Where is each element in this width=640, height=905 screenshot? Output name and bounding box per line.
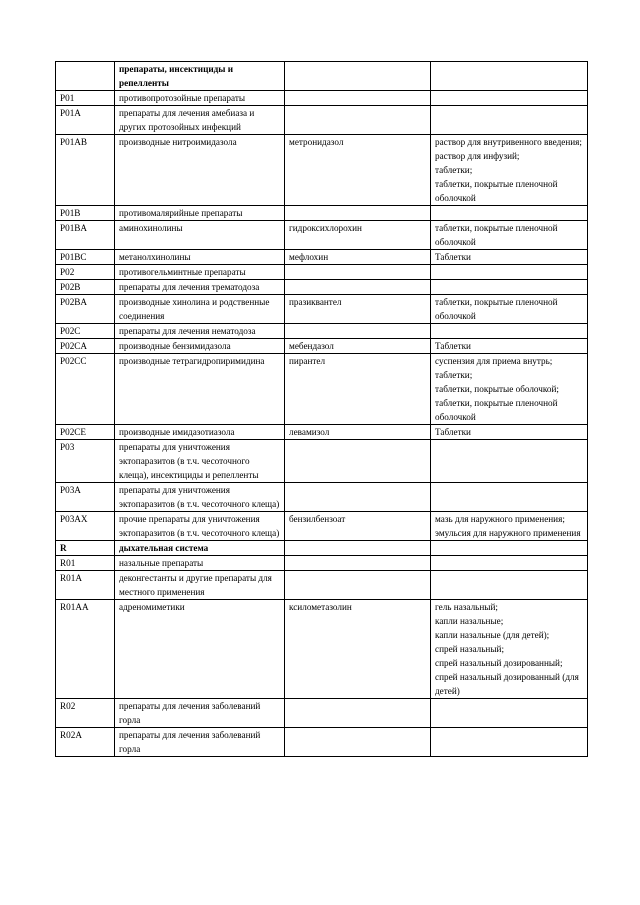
dosage-forms-cell xyxy=(431,280,588,295)
drug-name-cell xyxy=(285,206,431,221)
dosage-forms-cell xyxy=(431,556,588,571)
atc-code: P03A xyxy=(60,485,81,495)
dosage-forms-cell xyxy=(431,62,588,91)
dosage-form: спрей назальный; xyxy=(435,644,504,654)
drug-name: бензилбензоат xyxy=(289,514,346,524)
anatomical-group: препараты для лечения заболеваний горла xyxy=(119,701,261,725)
anatomical-group-cell xyxy=(115,354,285,425)
drug-name-cell xyxy=(285,354,431,425)
table-row xyxy=(56,265,588,280)
atc-code: P02 xyxy=(60,267,75,277)
atc-code-cell xyxy=(56,483,115,512)
anatomical-group-cell xyxy=(115,440,285,483)
anatomical-group: противомалярийные препараты xyxy=(119,208,243,218)
atc-code-cell xyxy=(56,206,115,221)
atc-code-cell xyxy=(56,295,115,324)
atc-code-cell xyxy=(56,600,115,699)
anatomical-group-cell xyxy=(115,221,285,250)
drug-name: метронидазол xyxy=(289,137,344,147)
anatomical-group-cell xyxy=(115,571,285,600)
anatomical-group: производные хинолина и родственные соединения xyxy=(119,297,270,321)
anatomical-group-cell xyxy=(115,91,285,106)
atc-code: P01AB xyxy=(60,137,88,147)
dosage-forms-cell xyxy=(431,206,588,221)
dosage-forms-cell xyxy=(431,425,588,440)
atc-code-cell xyxy=(56,91,115,106)
dosage-forms-cell xyxy=(431,339,588,354)
table-row xyxy=(56,62,588,91)
dosage-form: таблетки, покрытые пленочной оболочкой xyxy=(435,179,558,203)
atc-code: R02 xyxy=(60,701,76,711)
anatomical-group-cell xyxy=(115,135,285,206)
atc-code-cell xyxy=(56,425,115,440)
atc-code: P01A xyxy=(60,108,81,118)
anatomical-group-cell xyxy=(115,483,285,512)
atc-code-cell xyxy=(56,339,115,354)
anatomical-group-cell xyxy=(115,541,285,556)
atc-code-cell xyxy=(56,135,115,206)
dosage-form: таблетки, покрытые оболочкой; xyxy=(435,384,559,394)
atc-code-cell xyxy=(56,699,115,728)
dosage-forms-cell xyxy=(431,354,588,425)
atc-code: P02B xyxy=(60,282,81,292)
drug-name-cell xyxy=(285,483,431,512)
drug-name: празиквантел xyxy=(289,297,342,307)
dosage-form: Таблетки xyxy=(435,252,471,262)
atc-code: P03AX xyxy=(60,514,88,524)
dosage-form: капли назальные (для детей); xyxy=(435,630,550,640)
dosage-form: капли назальные; xyxy=(435,616,504,626)
dosage-forms-cell xyxy=(431,600,588,699)
dosage-form: раствор для инфузий; xyxy=(435,151,520,161)
drug-name: мефлохин xyxy=(289,252,329,262)
atc-code: P01 xyxy=(60,93,75,103)
atc-code-cell xyxy=(56,354,115,425)
dosage-form: таблетки; xyxy=(435,370,473,380)
dosage-form: гель назальный; xyxy=(435,602,498,612)
atc-drug-table xyxy=(55,61,588,757)
drug-name-cell xyxy=(285,91,431,106)
anatomical-group: аминохинолины xyxy=(119,223,183,233)
atc-code-cell xyxy=(56,221,115,250)
anatomical-group: препараты для лечения заболеваний горла xyxy=(119,730,261,754)
dosage-forms-cell xyxy=(431,541,588,556)
drug-name: мебендазол xyxy=(289,341,334,351)
atc-code: P03 xyxy=(60,442,75,452)
drug-name-cell xyxy=(285,62,431,91)
atc-code-cell xyxy=(56,571,115,600)
drug-name-cell xyxy=(285,106,431,135)
anatomical-group-cell xyxy=(115,106,285,135)
drug-name-cell xyxy=(285,699,431,728)
drug-name-cell xyxy=(285,250,431,265)
atc-code: P02CE xyxy=(60,427,87,437)
anatomical-group-cell xyxy=(115,339,285,354)
anatomical-group-cell xyxy=(115,295,285,324)
dosage-form: раствор для внутривенного введения; xyxy=(435,137,582,147)
atc-code: P02BA xyxy=(60,297,88,307)
drug-name-cell xyxy=(285,324,431,339)
anatomical-group-cell xyxy=(115,206,285,221)
drug-name-cell xyxy=(285,425,431,440)
drug-name-cell xyxy=(285,295,431,324)
dosage-forms-cell xyxy=(431,512,588,541)
table-row xyxy=(56,699,588,728)
atc-code: R xyxy=(60,543,67,553)
anatomical-group: адреномиметики xyxy=(119,602,185,612)
dosage-form: Таблетки xyxy=(435,427,471,437)
atc-code: P01BA xyxy=(60,223,88,233)
anatomical-group-cell xyxy=(115,699,285,728)
anatomical-group: производные нитроимидазола xyxy=(119,137,237,147)
dosage-forms-cell xyxy=(431,106,588,135)
atc-code: R01 xyxy=(60,558,76,568)
anatomical-group: препараты, инсектициды и репелленты xyxy=(119,64,234,88)
anatomical-group: препараты для лечения амебиаза и других протозойных инфекций xyxy=(119,108,255,132)
dosage-forms-cell xyxy=(431,91,588,106)
dosage-form: Таблетки xyxy=(435,341,471,351)
atc-code-cell xyxy=(56,250,115,265)
atc-code-cell xyxy=(56,556,115,571)
dosage-forms-cell xyxy=(431,265,588,280)
anatomical-group: препараты для уничтожения эктопаразитов (в т.ч. чесоточного клеща) xyxy=(119,485,280,509)
drug-name-cell xyxy=(285,512,431,541)
dosage-form: спрей назальный дозированный; xyxy=(435,658,563,668)
anatomical-group-cell xyxy=(115,62,285,91)
atc-code: R01A xyxy=(60,573,82,583)
atc-code-cell xyxy=(56,106,115,135)
dosage-form: суспензия для приема внутрь; xyxy=(435,356,553,366)
atc-code-cell xyxy=(56,62,115,91)
anatomical-group: деконгестанты и другие препараты для местного применения xyxy=(119,573,272,597)
table-row xyxy=(56,600,588,699)
atc-code: P02CC xyxy=(60,356,87,366)
atc-code: P02C xyxy=(60,326,81,336)
table-row xyxy=(56,295,588,324)
anatomical-group-cell xyxy=(115,556,285,571)
table-row xyxy=(56,571,588,600)
anatomical-group-cell xyxy=(115,600,285,699)
table-row xyxy=(56,339,588,354)
atc-code: P01B xyxy=(60,208,81,218)
dosage-form: таблетки, покрытые пленочной оболочкой xyxy=(435,223,558,247)
anatomical-group: производные бензимидазола xyxy=(119,341,231,351)
drug-name-cell xyxy=(285,541,431,556)
anatomical-group: препараты для уничтожения эктопаразитов (в т.ч. чесоточного клеща), инсектициды и репелленты xyxy=(119,442,259,480)
atc-code: R01AA xyxy=(60,602,89,612)
table-row xyxy=(56,541,588,556)
anatomical-group: дыхательная система xyxy=(119,543,209,553)
drug-name-cell xyxy=(285,265,431,280)
table-row xyxy=(56,135,588,206)
drug-name-cell xyxy=(285,728,431,757)
anatomical-group-cell xyxy=(115,324,285,339)
dosage-forms-cell xyxy=(431,440,588,483)
anatomical-group: противогельминтные препараты xyxy=(119,267,246,277)
dosage-form: мазь для наружного применения; xyxy=(435,514,565,524)
anatomical-group: препараты для лечения нематодоза xyxy=(119,326,256,336)
drug-name-cell xyxy=(285,556,431,571)
dosage-forms-cell xyxy=(431,221,588,250)
anatomical-group-cell xyxy=(115,265,285,280)
anatomical-group: препараты для лечения трематодоза xyxy=(119,282,260,292)
atc-code-cell xyxy=(56,541,115,556)
table-row xyxy=(56,324,588,339)
dosage-form: таблетки, покрытые пленочной оболочкой xyxy=(435,398,558,422)
anatomical-group: прочие препараты для уничтожения эктопаразитов (в т.ч. чесоточного клеща) xyxy=(119,514,280,538)
drug-name-cell xyxy=(285,600,431,699)
dosage-forms-cell xyxy=(431,728,588,757)
atc-code-cell xyxy=(56,512,115,541)
table-row xyxy=(56,556,588,571)
dosage-form: таблетки; xyxy=(435,165,473,175)
atc-code-cell xyxy=(56,265,115,280)
atc-code-cell xyxy=(56,324,115,339)
table-body xyxy=(56,62,588,757)
anatomical-group-cell xyxy=(115,250,285,265)
atc-code-cell xyxy=(56,728,115,757)
atc-code-cell xyxy=(56,440,115,483)
anatomical-group: назальные препараты xyxy=(119,558,204,568)
atc-code-cell xyxy=(56,280,115,295)
anatomical-group-cell xyxy=(115,425,285,440)
dosage-forms-cell xyxy=(431,135,588,206)
table-row xyxy=(56,280,588,295)
drug-name: гидроксихлорохин xyxy=(289,223,362,233)
table-row xyxy=(56,91,588,106)
anatomical-group-cell xyxy=(115,728,285,757)
anatomical-group-cell xyxy=(115,512,285,541)
drug-name-cell xyxy=(285,135,431,206)
table-row xyxy=(56,206,588,221)
drug-name-cell xyxy=(285,221,431,250)
dosage-forms-cell xyxy=(431,571,588,600)
atc-code: P02CA xyxy=(60,341,88,351)
table-row xyxy=(56,250,588,265)
atc-code: P01BC xyxy=(60,252,87,262)
drug-name-cell xyxy=(285,571,431,600)
drug-name-cell xyxy=(285,280,431,295)
drug-name: пирантел xyxy=(289,356,326,366)
dosage-forms-cell xyxy=(431,324,588,339)
dosage-form: спрей назальный дозированный (для детей) xyxy=(435,672,579,696)
dosage-form: эмульсия для наружного применения xyxy=(435,528,581,538)
table-row xyxy=(56,512,588,541)
drug-name-cell xyxy=(285,339,431,354)
anatomical-group-cell xyxy=(115,280,285,295)
drug-name: ксилометазолин xyxy=(289,602,352,612)
anatomical-group: метанолхинолины xyxy=(119,252,191,262)
atc-code: R02A xyxy=(60,730,82,740)
dosage-forms-cell xyxy=(431,250,588,265)
table-row xyxy=(56,425,588,440)
table-row xyxy=(56,221,588,250)
dosage-forms-cell xyxy=(431,483,588,512)
anatomical-group: противопротозойные препараты xyxy=(119,93,246,103)
table-row xyxy=(56,728,588,757)
dosage-forms-cell xyxy=(431,699,588,728)
dosage-form: таблетки, покрытые пленочной оболочкой xyxy=(435,297,558,321)
table-row xyxy=(56,354,588,425)
table-row xyxy=(56,106,588,135)
anatomical-group: производные имидазотиазола xyxy=(119,427,235,437)
table-row xyxy=(56,483,588,512)
drug-name-cell xyxy=(285,440,431,483)
table-row xyxy=(56,440,588,483)
anatomical-group: производные тетрагидропиримидина xyxy=(119,356,265,366)
dosage-forms-cell xyxy=(431,295,588,324)
drug-name: левамизол xyxy=(289,427,330,437)
